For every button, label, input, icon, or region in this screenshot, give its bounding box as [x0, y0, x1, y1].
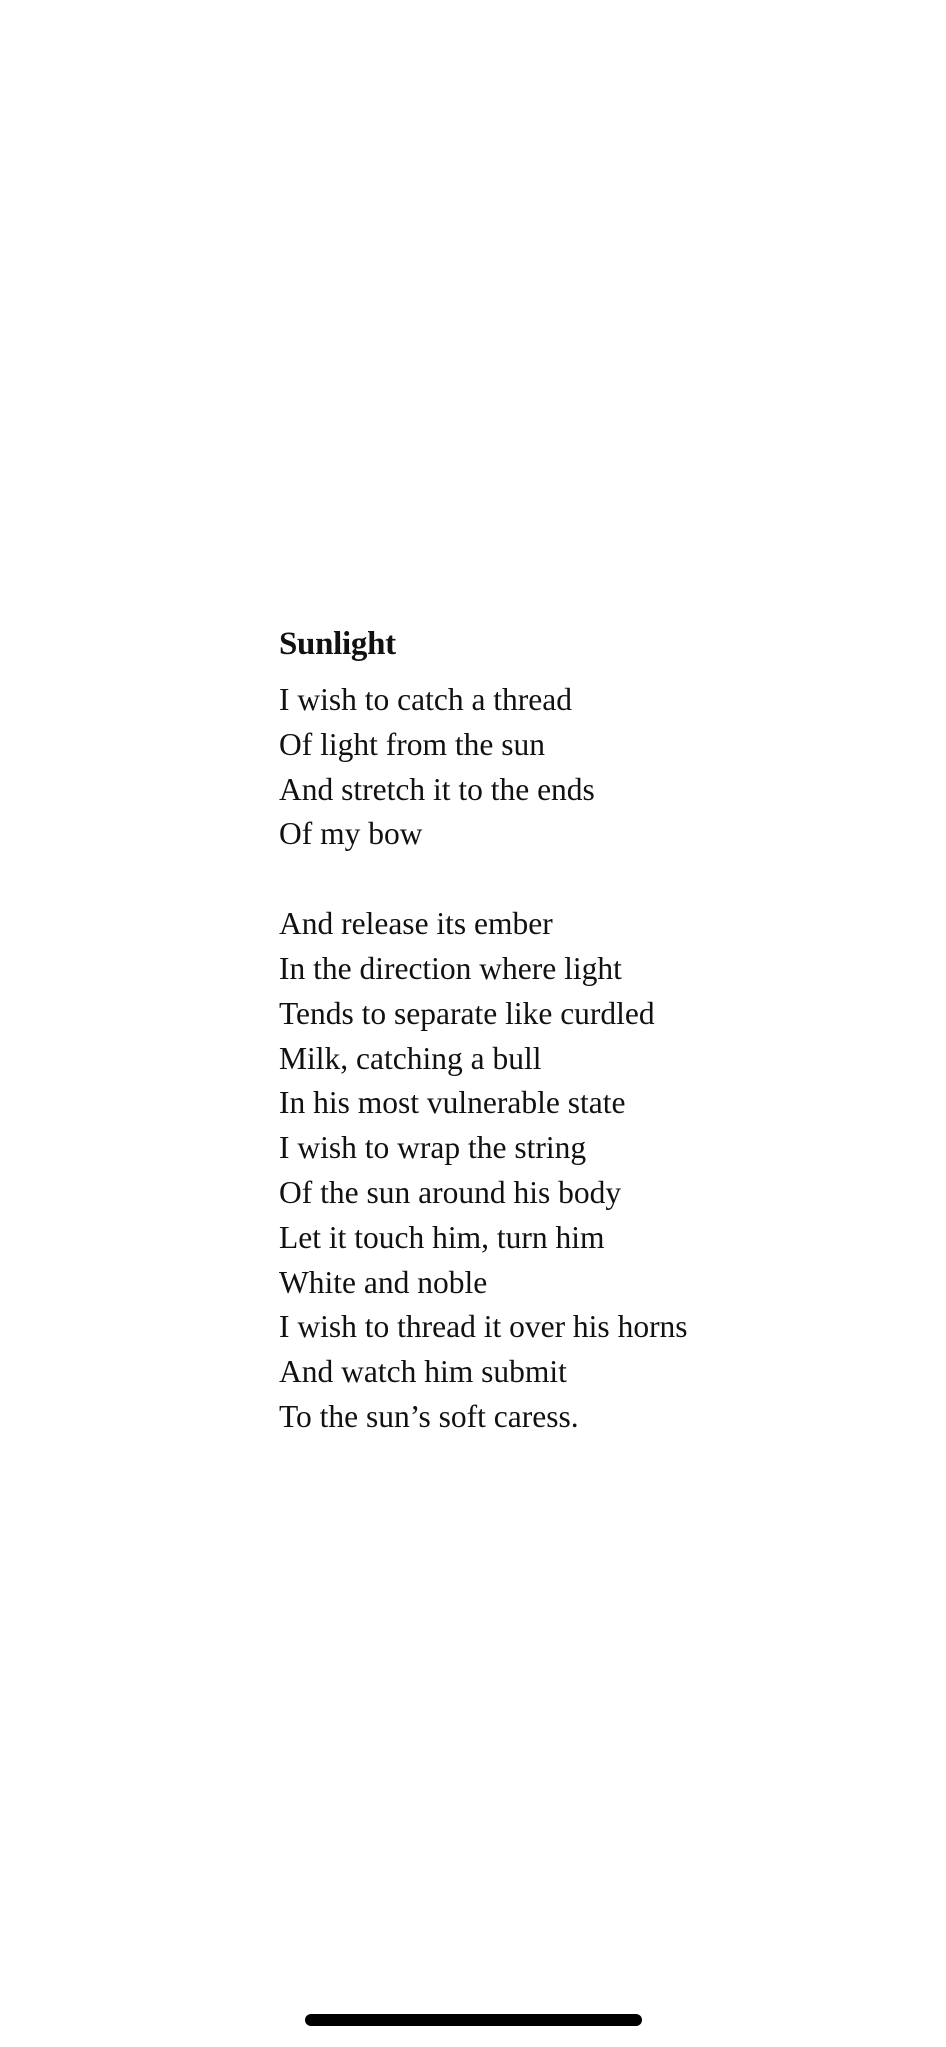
poem-line: In the direction where light — [279, 950, 622, 986]
poem-line: Of the sun around his body — [279, 1174, 622, 1210]
poem-line: And watch him submit — [279, 1354, 567, 1390]
poem-line: And release its ember — [279, 906, 553, 942]
stanza-1 — [279, 678, 919, 857]
poem-line: Of my bow — [279, 816, 423, 852]
poem-line: Milk, catching a bull — [279, 1040, 542, 1076]
poem-line: And stretch it to the ends — [279, 771, 595, 807]
poem-line: To the sun’s soft caress. — [279, 1398, 579, 1434]
home-indicator[interactable] — [305, 2014, 642, 2026]
poem-line: White and noble — [279, 1264, 488, 1300]
poem-line: In his most vulnerable state — [279, 1085, 626, 1121]
poem-line: Of light from the sun — [279, 726, 545, 762]
stanza-2 — [279, 902, 919, 1440]
poem-line: I wish to catch a thread — [279, 682, 573, 717]
poem-line: Tends to separate like curdled — [279, 995, 655, 1031]
poem-title: Sunlight — [279, 626, 396, 662]
poem-line: I wish to wrap the string — [279, 1130, 587, 1166]
poem-line: Let it touch him, turn him — [279, 1219, 605, 1255]
poem-container — [279, 622, 919, 1440]
poem-line: I wish to thread it over his horns — [279, 1309, 688, 1345]
